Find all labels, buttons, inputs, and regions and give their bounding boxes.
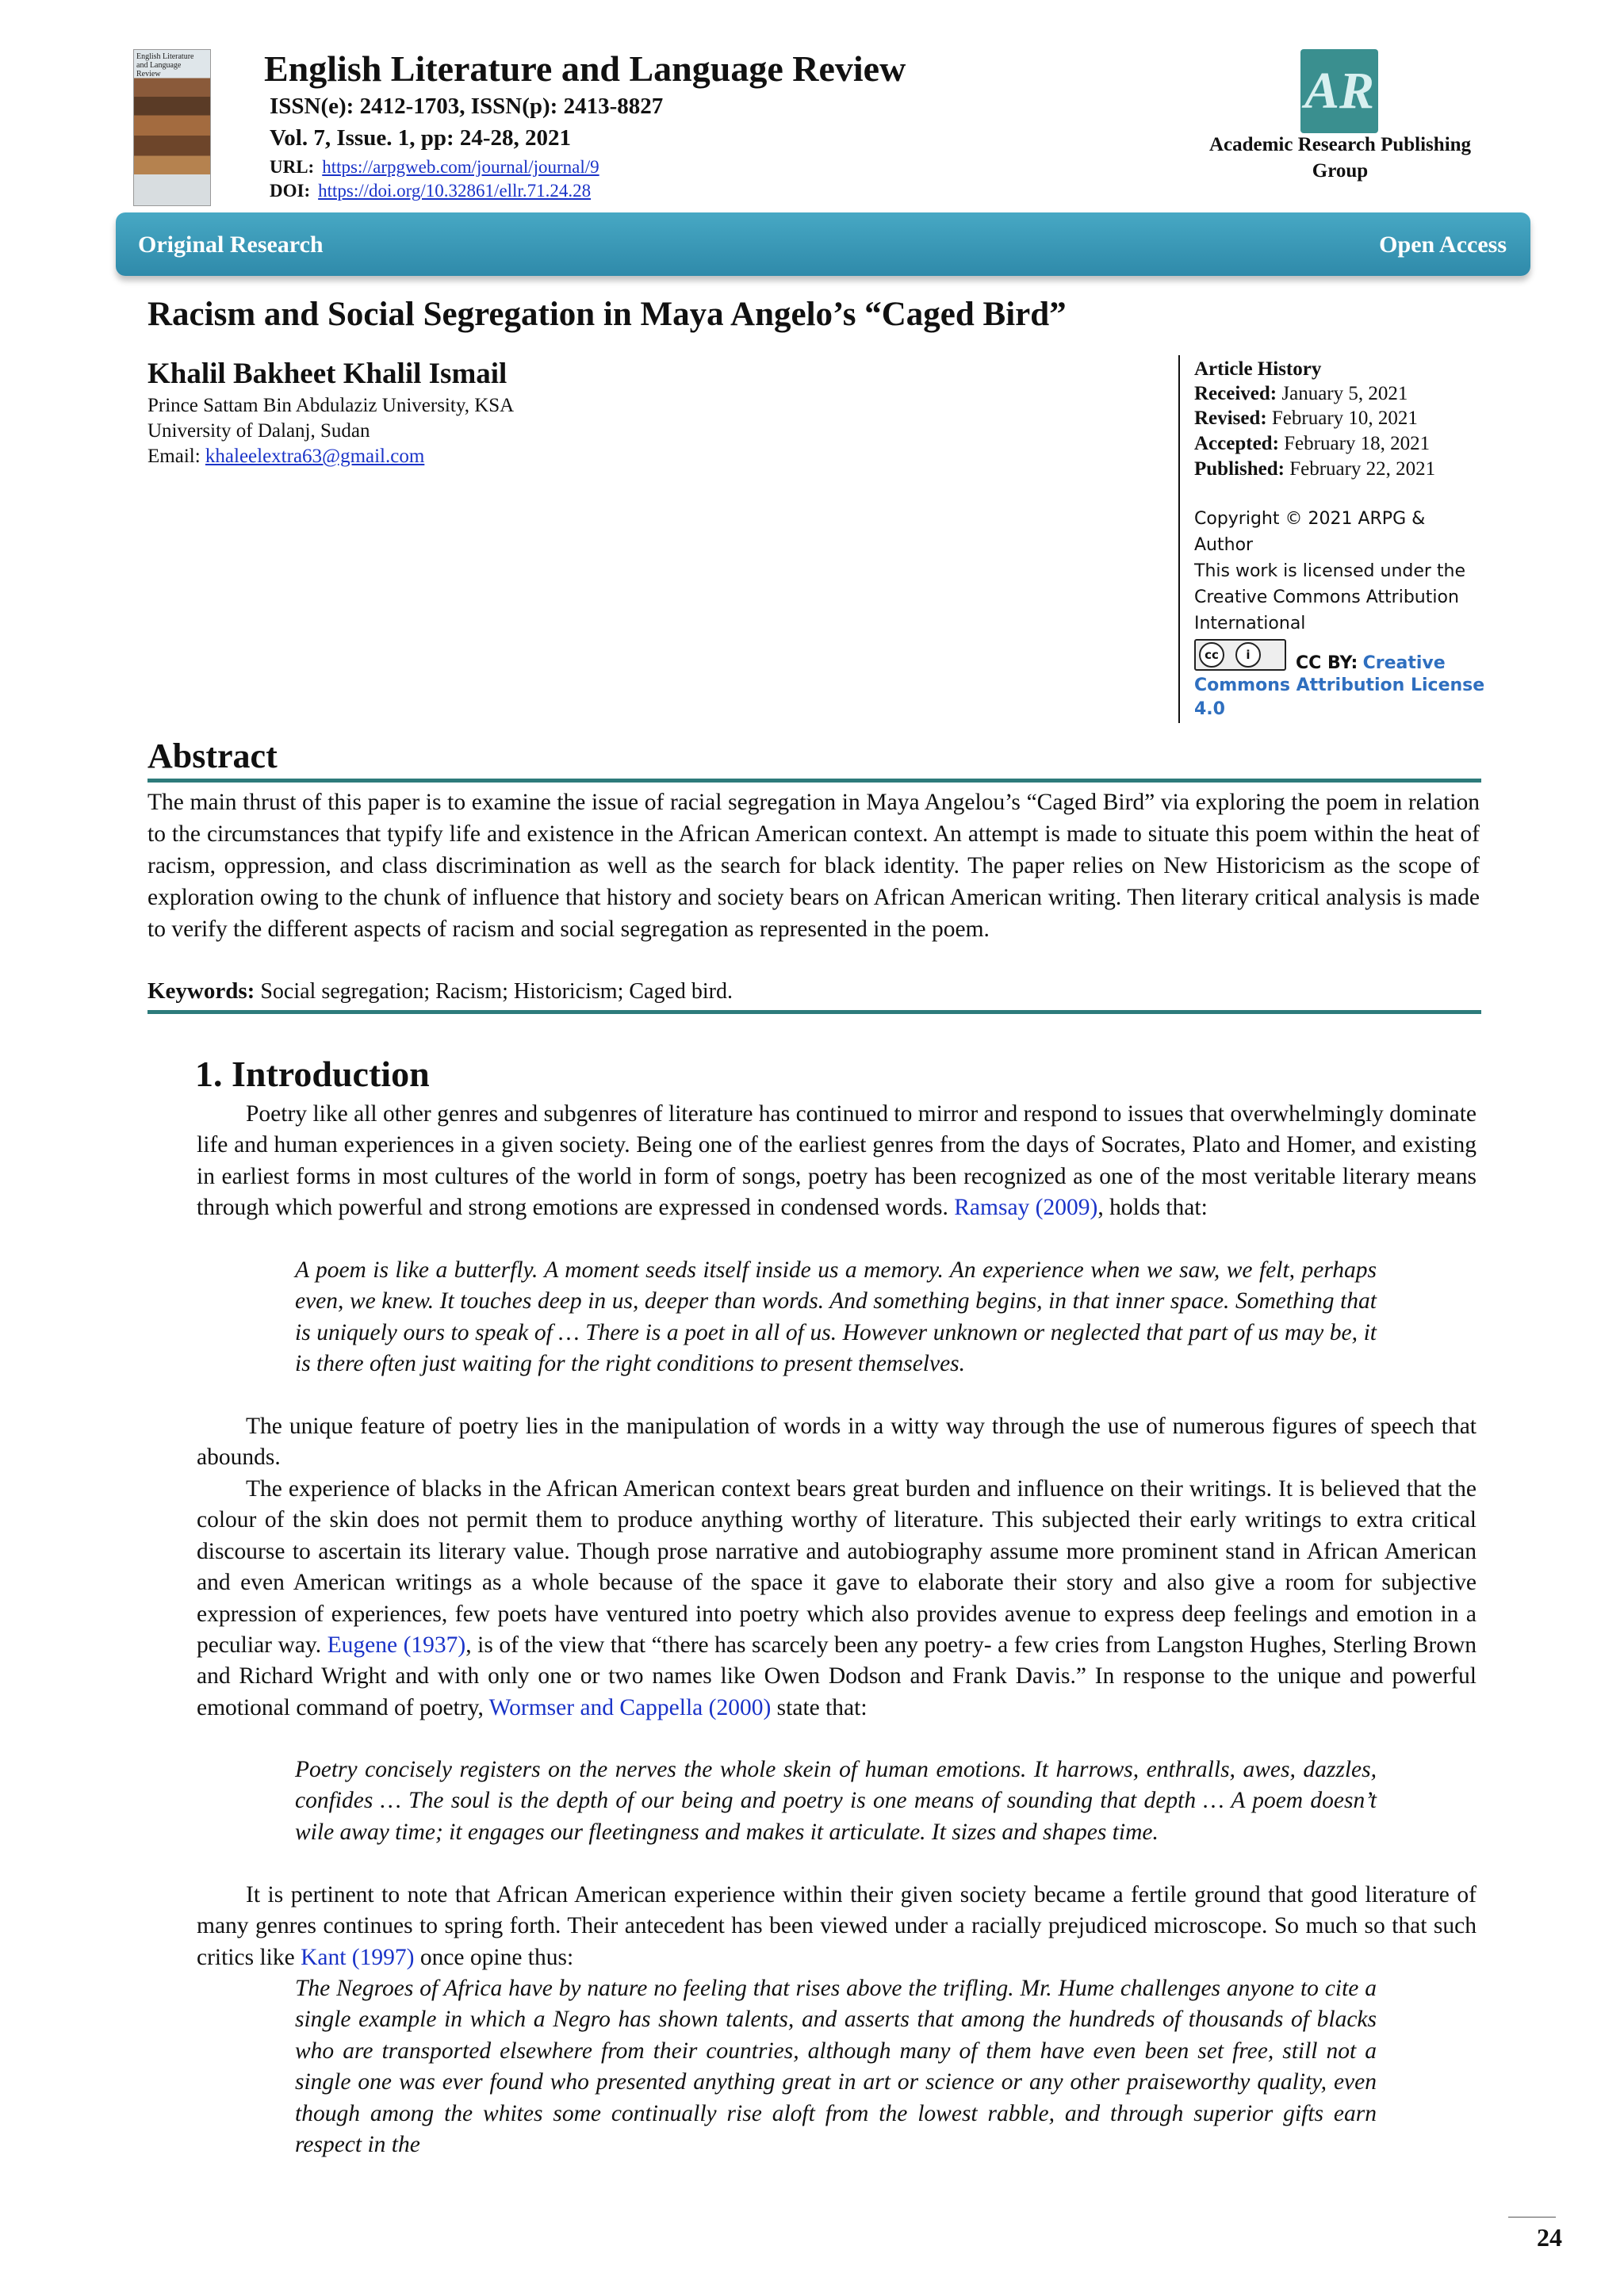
cc-license-line: CC BY: Creative [1296,653,1446,673]
doi-line [270,181,591,201]
doi-label: DOI: [270,181,311,201]
banner-open-access: Open Access [1379,232,1507,258]
block-quote-2: Poetry concisely registers on the nerves the whole skein of human emotions. It harrows, enthralls, awes, dazzles, confides … The soul is the depth of our being and poetry is one means of sounding that depth … A poem doesn’t wile away time; it engages our fleetingness and makes it articulate. It sizes and shapes time. [295,1757,1377,1845]
history-revised: Revised: February 10, 2021 [1194,408,1418,429]
cc-license-link[interactable]: Creative [1362,653,1446,673]
copyright-line: International [1194,614,1306,633]
intro-paragraph-4: It is pertinent to note that African American experience within their given society became a fertile ground that good literature of many genres continues to spring forth. Their antecedent has been viewed under a racially prejudiced microscope. So much so that such critics like Kant (1997) once opine thus: [197,1882,1477,1970]
article-title: Racism and Social Segregation in Maya Angelo’s “Caged Bird” [147,296,1067,333]
keywords-list: Social segregation; Racism; Historicism; Caged bird. [260,979,733,1004]
copyright-line: This work is licensed under the [1194,561,1466,581]
publisher-logo: AR [1300,49,1378,133]
cc-license-link[interactable]: 4.0 [1194,699,1225,719]
page-number: 24 [1537,2223,1562,2252]
journal-url-link[interactable]: https://arpgweb.com/journal/journal/9 [322,157,599,177]
sidebar-divider [1178,355,1180,723]
journal-cover-text: English Literature and Language Review [136,52,194,78]
block-quote-1: A poem is like a butterfly. A moment seeds itself inside us a memory. An experience when we saw, we felt, perhaps even, we knew. It touches deep in us, deeper than words. And something begins, in that inner space. Something that is uniquely ours to speak of … There is a poet in all of us. However unknown or neglected that part of us may be, it is there often just waiting for the right conditions to present themselves. [295,1257,1377,1377]
url-label: URL: [270,157,315,177]
intro-paragraph-3: The experience of blacks in the African American context bears great burden and influence on their writings. It is believed that the colour of the skin does not permit them to produce anything worthy of literature. This subjected their early writings to extra critical discourse to ascertain its literary value. Though prose narrative and autobiography assume more prominent stand in African American and even American writings as a whole because of the space it gave to elaborate their story and also give a room for subjective expression of experiences, few poets have ventured into poetry which also provides avenue to express deep feelings and emotion in a peculiar way. Eugene (1937), is of the view that “there has scarcely been any poetry- a few cries from Langston Hughes, Sterling Brown and Richard Wright and with only one or two names like Owen Dodson and Frank Davis.” In response to the unique and powerful emotional command of poetry, Wormser and Cappella (2000) state that: [197,1476,1477,1720]
abstract-top-rule [147,779,1481,783]
affiliation: University of Dalanj, Sudan [147,420,370,442]
email-label: Email: [147,446,201,467]
intro-paragraph-1: Poetry like all other genres and subgenres of literature has continued to mirror and respond to issues that overwhelmingly dominate life and human experiences in a given society. Being one of the earliest genres from the days of Socrates, Plato and Homer, and existing in earliest forms in most cultures of the world in form of songs, poetry has been recognized as one of the most veritable literary means through which powerful and strong emotions are expressed in condensed words. Ramsay (2009), holds that: [197,1101,1477,1221]
cc-by-badge-icon: cc i [1194,639,1286,671]
history-accepted: Accepted: February 18, 2021 [1194,433,1431,454]
abstract-heading: Abstract [147,737,278,775]
history-heading: Article History [1194,358,1322,380]
copyright-line: Creative Commons Attribution [1194,587,1459,607]
journal-title: English Literature and Language Review [264,48,906,89]
history-received: Received: January 5, 2021 [1194,383,1408,404]
keywords [147,978,733,1004]
block-quote-3: The Negroes of Africa have by nature no feeling that rises above the trifling. Mr. Hume challenges anyone to cite a single example in which a Negro has shown talents, and asserts that among the hundreds of thousands of blacks who are transported elsewhere from their countries, although many of them have even been set free, still not a single one was ever found who presented anything great in art or science or any other praiseworthy quality, even though among the whites some continually rise aloft from the lowest rabble, and through superior gifts earn respect in the [295,1976,1377,2158]
citation-link[interactable]: Ramsay (2009) [954,1195,1098,1221]
abstract-bottom-rule [147,1010,1481,1014]
copyright-line: Copyright © 2021 ARPG & [1194,509,1426,529]
email-line [147,446,424,468]
footer-rule [1508,2217,1556,2218]
abstract-text: The main thrust of this paper is to examine the issue of racial segregation in Maya Angelou’s “Caged Bird” via exploring the poem in relation to the circumstances that typify life and existence in the African American context. An attempt is made to situate this poem within the heat of racism, oppression, and class discrimination as well as the search for black identity. The paper relies on New Historicism as the scope of exploration owing to the chunk of influence that history and society bears on African American writing. Then literary critical analysis is made to verify the different aspects of racism and social segregation as represented in the poem. [147,790,1480,942]
issn: ISSN(e): 2412-1703, ISSN(p): 2413-8827 [270,94,664,119]
citation-link[interactable]: Wormser and Cappella (2000) [488,1694,772,1720]
banner-original-research: Original Research [138,232,324,258]
email-link[interactable]: khaleelextra63@gmail.com [205,446,425,467]
history-published: Published: February 22, 2021 [1194,458,1436,480]
intro-paragraph-2: The unique feature of poetry lies in the manipulation of words in a witty way through the use of numerous figures of speech that abounds. [197,1414,1477,1471]
url-line [270,157,599,178]
citation-link[interactable]: Kant (1997) [301,1944,415,1970]
affiliation: Prince Sattam Bin Abdulaziz University, KSA [147,395,515,416]
author-name: Khalil Bakheet Khalil Ismail [147,358,508,390]
cc-license-link[interactable]: Commons Attribution License [1194,675,1485,695]
section-heading-introduction: 1. Introduction [195,1054,430,1094]
citation-link[interactable]: Eugene (1937) [327,1632,466,1659]
doi-link[interactable]: https://doi.org/10.32861/ellr.71.24.28 [318,181,592,201]
publisher-name: Academic Research Publishing Group [1208,134,1472,182]
volume-info: Vol. 7, Issue. 1, pp: 24-28, 2021 [270,125,572,151]
copyright-line: Author [1194,535,1254,555]
article-type-banner [116,212,1530,276]
keywords-label: Keywords: [147,978,255,1004]
